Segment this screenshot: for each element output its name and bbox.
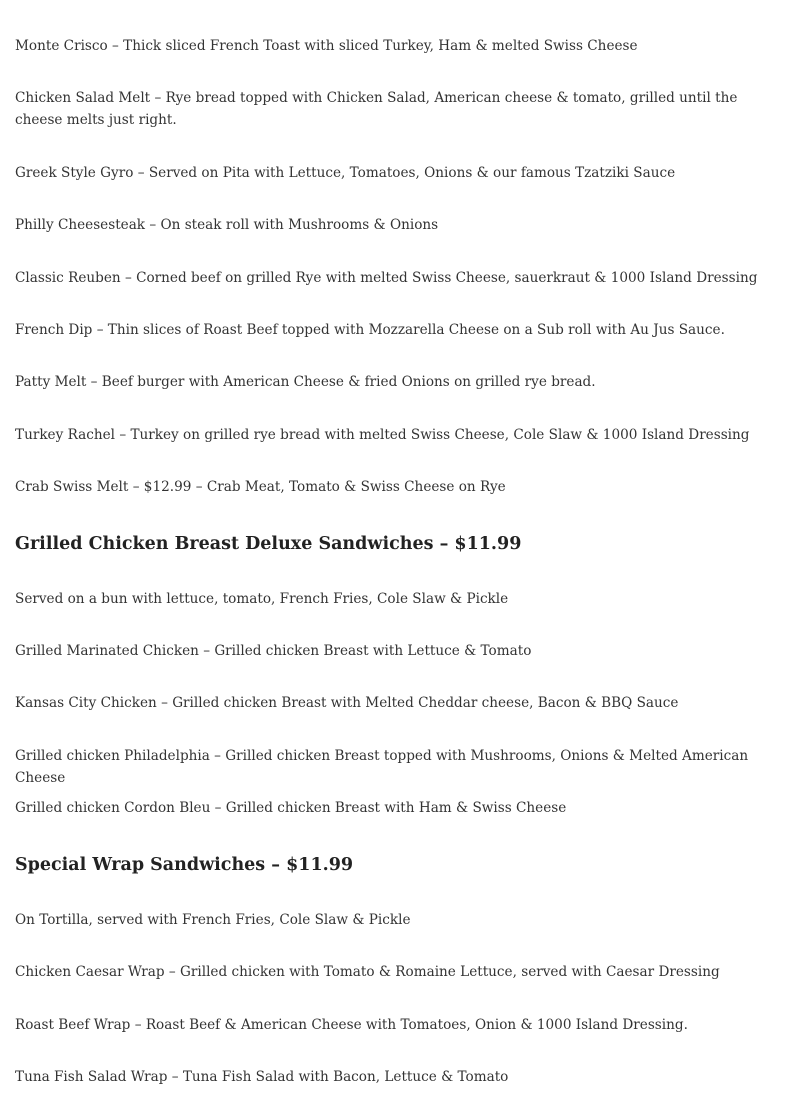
menu-item: Greek Style Gyro – Served on Pita with Lettuce, Tomatoes, Onions & our famous Tzatziki Sauce bbox=[15, 165, 676, 181]
menu-item: Monte Crisco – Thick sliced French Toast with sliced Turkey, Ham & melted Swiss Cheese bbox=[15, 38, 638, 54]
menu-item: Crab Swiss Melt – $12.99 – Crab Meat, Tomato & Swiss Cheese on Rye bbox=[15, 479, 506, 495]
menu-item: Philly Cheesesteak – On steak roll with Mushrooms & Onions bbox=[15, 217, 439, 233]
menu-item: Kansas City Chicken – Grilled chicken Breast with Melted Cheddar cheese, Bacon & BBQ Sauce bbox=[15, 695, 679, 711]
menu-item: French Dip – Thin slices of Roast Beef topped with Mozzarella Cheese on a Sub roll with Au Jus Sauce. bbox=[15, 322, 725, 338]
menu-item: Turkey Rachel – Turkey on grilled rye bread with melted Swiss Cheese, Cole Slaw & 1000 Island Dressing bbox=[15, 427, 750, 443]
menu-item: Chicken Caesar Wrap – Grilled chicken with Tomato & Romaine Lettuce, served with Caesar Dressing bbox=[15, 964, 720, 980]
menu-item: Patty Melt – Beef burger with American Cheese & fried Onions on grilled rye bread. bbox=[15, 374, 596, 390]
menu-item: Grilled chicken Philadelphia – Grilled chicken Breast topped with Mushrooms, Onions & Melted American Cheese bbox=[15, 748, 749, 786]
menu-item: Served on a bun with lettuce, tomato, French Fries, Cole Slaw & Pickle bbox=[15, 591, 509, 607]
menu-item: Grilled Marinated Chicken – Grilled chicken Breast with Lettuce & Tomato bbox=[15, 643, 532, 659]
section-heading-special-wraps: Special Wrap Sandwiches – $11.99 bbox=[15, 855, 354, 875]
menu-item: Classic Reuben – Corned beef on grilled Rye with melted Swiss Cheese, sauerkraut & 1000 Island Dressing bbox=[15, 270, 758, 286]
menu-item: Grilled chicken Cordon Bleu – Grilled chicken Breast with Ham & Swiss Cheese bbox=[15, 800, 567, 816]
menu-item: Roast Beef Wrap – Roast Beef & American Cheese with Tomatoes, Onion & 1000 Island Dressing. bbox=[15, 1017, 688, 1033]
menu-item: Tuna Fish Salad Wrap – Tuna Fish Salad with Bacon, Lettuce & Tomato bbox=[15, 1069, 509, 1085]
menu-item: Chicken Salad Melt – Rye bread topped with Chicken Salad, American cheese & tomato, grilled until the cheese melts just right. bbox=[15, 90, 738, 128]
section-heading-grilled-chicken: Grilled Chicken Breast Deluxe Sandwiches – $11.99 bbox=[15, 534, 522, 554]
menu-item: On Tortilla, served with French Fries, Cole Slaw & Pickle bbox=[15, 912, 411, 928]
